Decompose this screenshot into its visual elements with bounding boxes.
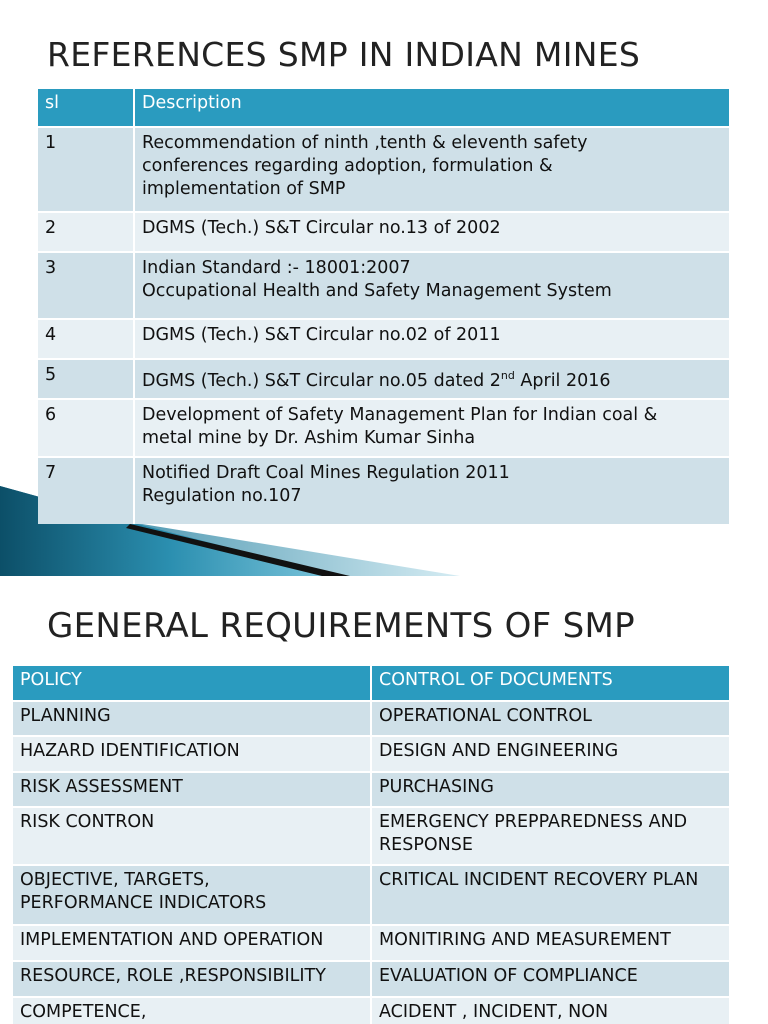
table-row: [13, 701, 729, 736]
table-row: [13, 865, 729, 925]
requirement-right: EVALUATION OF COMPLIANCE: [371, 961, 729, 997]
table-header-row: [13, 666, 729, 701]
requirement-right: ACIDENT , INCIDENT, NON: [371, 997, 729, 1024]
requirement-left: OBJECTIVE, TARGETS, PERFORMANCE INDICATORS: [13, 865, 371, 925]
slide-title: GENERAL REQUIREMENTS OF SMP: [47, 606, 635, 646]
requirements-table: [13, 666, 729, 1024]
requirement-left: RISK ASSESSMENT: [13, 772, 371, 807]
requirement-left: RISK CONTRON: [13, 807, 371, 865]
row-description: Notified Draft Coal Mines Regulation 2011 Regulation no.107: [134, 457, 729, 524]
requirement-right: CRITICAL INCIDENT RECOVERY PLAN: [371, 865, 729, 925]
table-row: [13, 961, 729, 997]
row-sl: 7: [38, 457, 134, 524]
row-sl: 2: [38, 212, 134, 252]
row-sl: 3: [38, 252, 134, 319]
header-control-of-documents: CONTROL OF DOCUMENTS: [371, 666, 729, 701]
header-description: Description: [134, 89, 729, 127]
table-row: [13, 772, 729, 807]
requirement-right: MONITIRING AND MEASUREMENT: [371, 925, 729, 961]
requirement-right: EMERGENCY PREPPAREDNESS AND RESPONSE: [371, 807, 729, 865]
row-description: Indian Standard :- 18001:2007 Occupational Health and Safety Management System: [134, 252, 729, 319]
references-table: [38, 89, 729, 524]
requirement-left: PLANNING: [13, 701, 371, 736]
table-header-row: [38, 89, 729, 127]
table-row: [38, 457, 729, 524]
row-description: DGMS (Tech.) S&T Circular no.13 of 2002: [134, 212, 729, 252]
table-row: [13, 807, 729, 865]
table-row: [13, 736, 729, 772]
row-description: Recommendation of ninth ,tenth & eleventh safety conferences regarding adoption, formulation & implementation of SMP: [134, 127, 729, 212]
requirement-left: HAZARD IDENTIFICATION: [13, 736, 371, 772]
row-sl: 5: [38, 359, 134, 399]
row-description: DGMS (Tech.) S&T Circular no.05 dated 2nd April 2016: [134, 359, 729, 399]
header-policy: POLICY: [13, 666, 371, 701]
slide-general-requirements: [0, 576, 768, 1024]
header-sl: sl: [38, 89, 134, 127]
row-description: DGMS (Tech.) S&T Circular no.02 of 2011: [134, 319, 729, 359]
requirement-left: RESOURCE, ROLE ,RESPONSIBILITY: [13, 961, 371, 997]
table-row: [38, 359, 729, 399]
requirement-left: IMPLEMENTATION AND OPERATION: [13, 925, 371, 961]
requirement-right: PURCHASING: [371, 772, 729, 807]
table-row: [38, 252, 729, 319]
row-sl: 1: [38, 127, 134, 212]
table-row: [38, 127, 729, 212]
requirement-left: COMPETENCE,: [13, 997, 371, 1024]
row-sl: 4: [38, 319, 134, 359]
row-sl: 6: [38, 399, 134, 457]
requirement-right: DESIGN AND ENGINEERING: [371, 736, 729, 772]
table-row: [38, 212, 729, 252]
table-row: [38, 399, 729, 457]
row-description: Development of Safety Management Plan for Indian coal & metal mine by Dr. Ashim Kumar Sinha: [134, 399, 729, 457]
table-row: [13, 997, 729, 1024]
table-row: [38, 319, 729, 359]
requirement-right: OPERATIONAL CONTROL: [371, 701, 729, 736]
slide-title: REFERENCES SMP IN INDIAN MINES: [47, 35, 641, 74]
table-row: [13, 925, 729, 961]
